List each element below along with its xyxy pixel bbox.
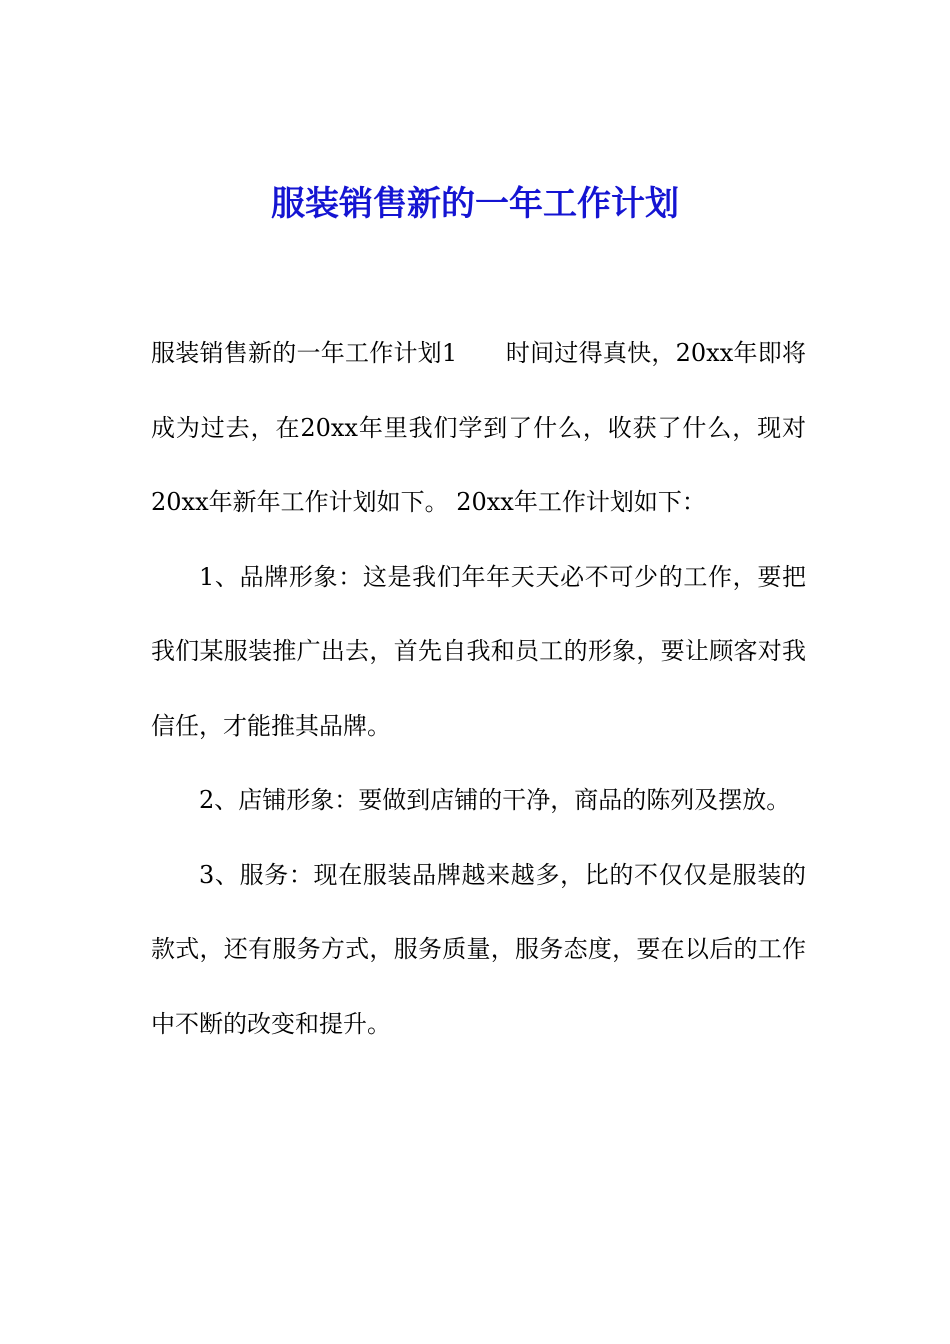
document-title: 服装销售新的一年工作计划 <box>271 184 679 224</box>
paragraph-intro: 服装销售新的一年工作计划1 时间过得真快，20xx年即将成为过去，在20xx年里我们学到了什么，收获了什么，现对20xx年新年工作计划如下。 20xx年工作计划如下： <box>151 339 806 516</box>
paragraph-service: 3、服务：现在服装品牌越来越多，比的不仅仅是服装的款式，还有服务方式，服务质量，服务态度，要在以后的工作中不断的改变和提升。 <box>151 860 806 1038</box>
paragraph-brand-image: 1、品牌形象：这是我们年年天天必不可少的工作，要把我们某服装推广出去，首先自我和员工的形象，要让顾客对我信任，才能推其品牌。 <box>151 562 806 740</box>
paragraph-store-image: 2、店铺形象：要做到店铺的干净，商品的陈列及摆放。 <box>199 786 791 814</box>
document-body <box>151 316 806 1061</box>
